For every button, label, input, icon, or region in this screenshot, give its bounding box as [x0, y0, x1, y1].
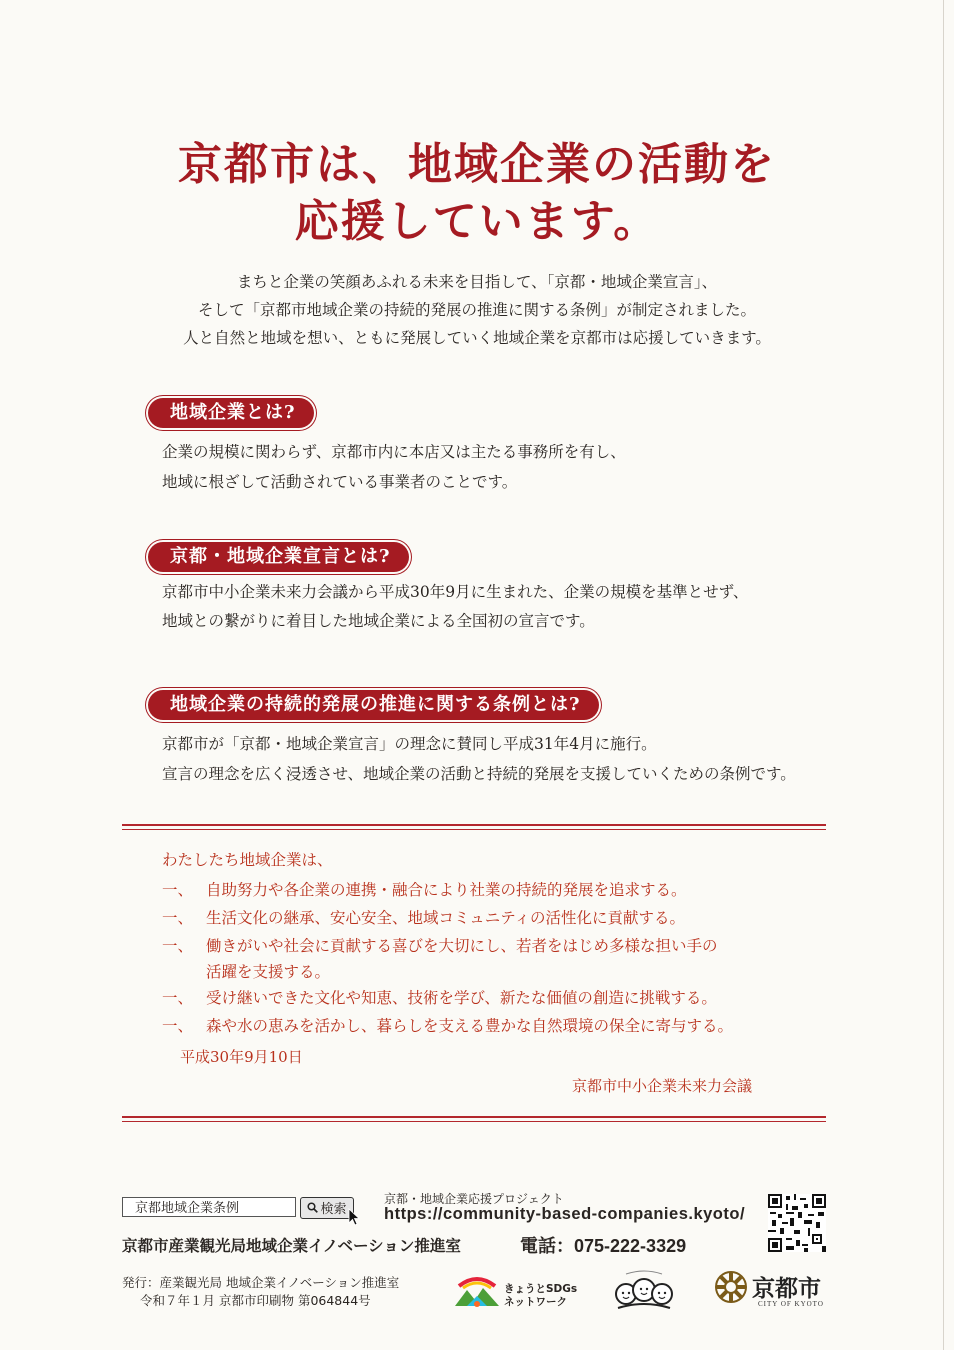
declaration-item-continued: 活躍を支援する。: [206, 963, 331, 981]
section-2-line-1: 京都市中小企業未来力会議から平成30年9月に生まれた、企業の規模を基準とせず、: [162, 583, 749, 601]
section-1-line-2: 地域に根ざして活動されている事業者のことです。: [162, 473, 518, 491]
search-icon: [307, 1198, 318, 1220]
department-name: 京都市産業観光局地域企業イノベーション推進室: [122, 1237, 461, 1255]
search-button[interactable]: [300, 1197, 354, 1219]
declaration-mark: 一、: [162, 989, 194, 1007]
headline-line-1: 京都市は、地域企業の活動を: [178, 139, 776, 190]
section-title-local-business: 地域企業とは?: [148, 398, 314, 428]
declaration-mark: 一、: [162, 909, 194, 927]
sdgs-line-2: ネットワーク: [504, 1296, 567, 1308]
declaration-mark: 一、: [162, 881, 194, 899]
kyoto-city-english: CITY OF KYOTO: [758, 1300, 824, 1308]
divider-top: [122, 824, 826, 830]
section-title-ordinance: 地域企業の持続的発展の推進に関する条例とは?: [148, 690, 599, 720]
declaration-mark: 一、: [162, 937, 194, 955]
section-title-declaration: 京都・地域企業宣言とは?: [148, 542, 409, 572]
phone-number: 電話：075-222-3329: [520, 1236, 687, 1256]
section-3-line-1: 京都市が「京都・地域企業宣言」の理念に賛同し平成31年4月に施行。: [162, 735, 657, 753]
publisher-line-1: 発行：産業観光局 地域企業イノベーション推進室: [122, 1275, 400, 1290]
declaration-item: [162, 876, 687, 904]
intro-line-2: そして「京都市地域企業の持続的発展の推進に関する条例」が制定されました。: [197, 301, 756, 319]
kyoto-city-emblem-icon: [714, 1270, 748, 1304]
declaration-item: [162, 932, 718, 960]
project-url[interactable]: https://community-based-companies.kyoto/: [384, 1205, 746, 1223]
declaration-item-text: 生活文化の継承、安心安全、地域コミュニティの活性化に貢献する。: [206, 909, 685, 927]
declaration-item-text: 受け継いできた文化や知恵、技術を学び、新たな価値の創造に挑戦する。: [206, 989, 717, 1007]
publisher-line-2: 令和７年１月 京都市印刷物 第064844号: [140, 1293, 371, 1308]
declaration-item: [162, 1012, 733, 1040]
declaration-item: [162, 904, 685, 932]
declaration-mark: 一、: [162, 1017, 194, 1035]
declaration-item: [162, 984, 717, 1012]
section-2-line-2: 地域との繋がりに着目した地域企業による全国初の宣言です。: [162, 612, 595, 630]
intro-line-3: 人と自然と地域を想い、ともに発展していく地域企業を京都市は応援していきます。: [183, 329, 771, 347]
cursor-icon: [348, 1208, 362, 1226]
declaration-date: 平成30年9月10日: [180, 1048, 303, 1066]
sdgs-network-text: [504, 1283, 577, 1309]
declaration-item-text: 自助努力や各企業の連携・融合により社業の持続的発展を追求する。: [206, 881, 687, 899]
section-1-line-1: 企業の規模に関わらず、京都市内に本店又は主たる事務所を有し、: [162, 443, 626, 461]
headline-line-2: 応援しています。: [294, 196, 660, 247]
declaration-intro: わたしたち地域企業は、: [162, 851, 333, 869]
sdgs-line-1: きょうとSDGs: [504, 1283, 578, 1295]
intro-line-1: まちと企業の笑顔あふれる未来を目指して、「京都・地域企業宣言」、: [236, 273, 718, 291]
community-characters-logo-icon: [612, 1270, 676, 1312]
declaration-signer: 京都市中小企業未来力会議: [572, 1077, 753, 1095]
search-input[interactable]: 京都地域企業条例: [122, 1197, 296, 1217]
section-3-line-2: 宣言の理念を広く浸透させ、地域企業の活動と持続的発展を支援していくための条例です。: [162, 765, 796, 783]
project-name: 京都・地域企業応援プロジェクト: [384, 1192, 564, 1206]
declaration-item-text: 働きがいや社会に貢献する喜びを大切にし、若者をはじめ多様な担い手の: [206, 937, 718, 955]
sdgs-network-logo-icon: [453, 1274, 501, 1310]
qr-code-icon[interactable]: [768, 1194, 826, 1252]
kyoto-city-name: 京都市: [752, 1276, 821, 1302]
search-button-label: 検索: [320, 1201, 347, 1216]
declaration-item-text: 森や水の恵みを活かし、暮らしを支える豊かな自然環境の保全に寄与する。: [206, 1017, 734, 1035]
divider-bottom: [122, 1116, 826, 1122]
